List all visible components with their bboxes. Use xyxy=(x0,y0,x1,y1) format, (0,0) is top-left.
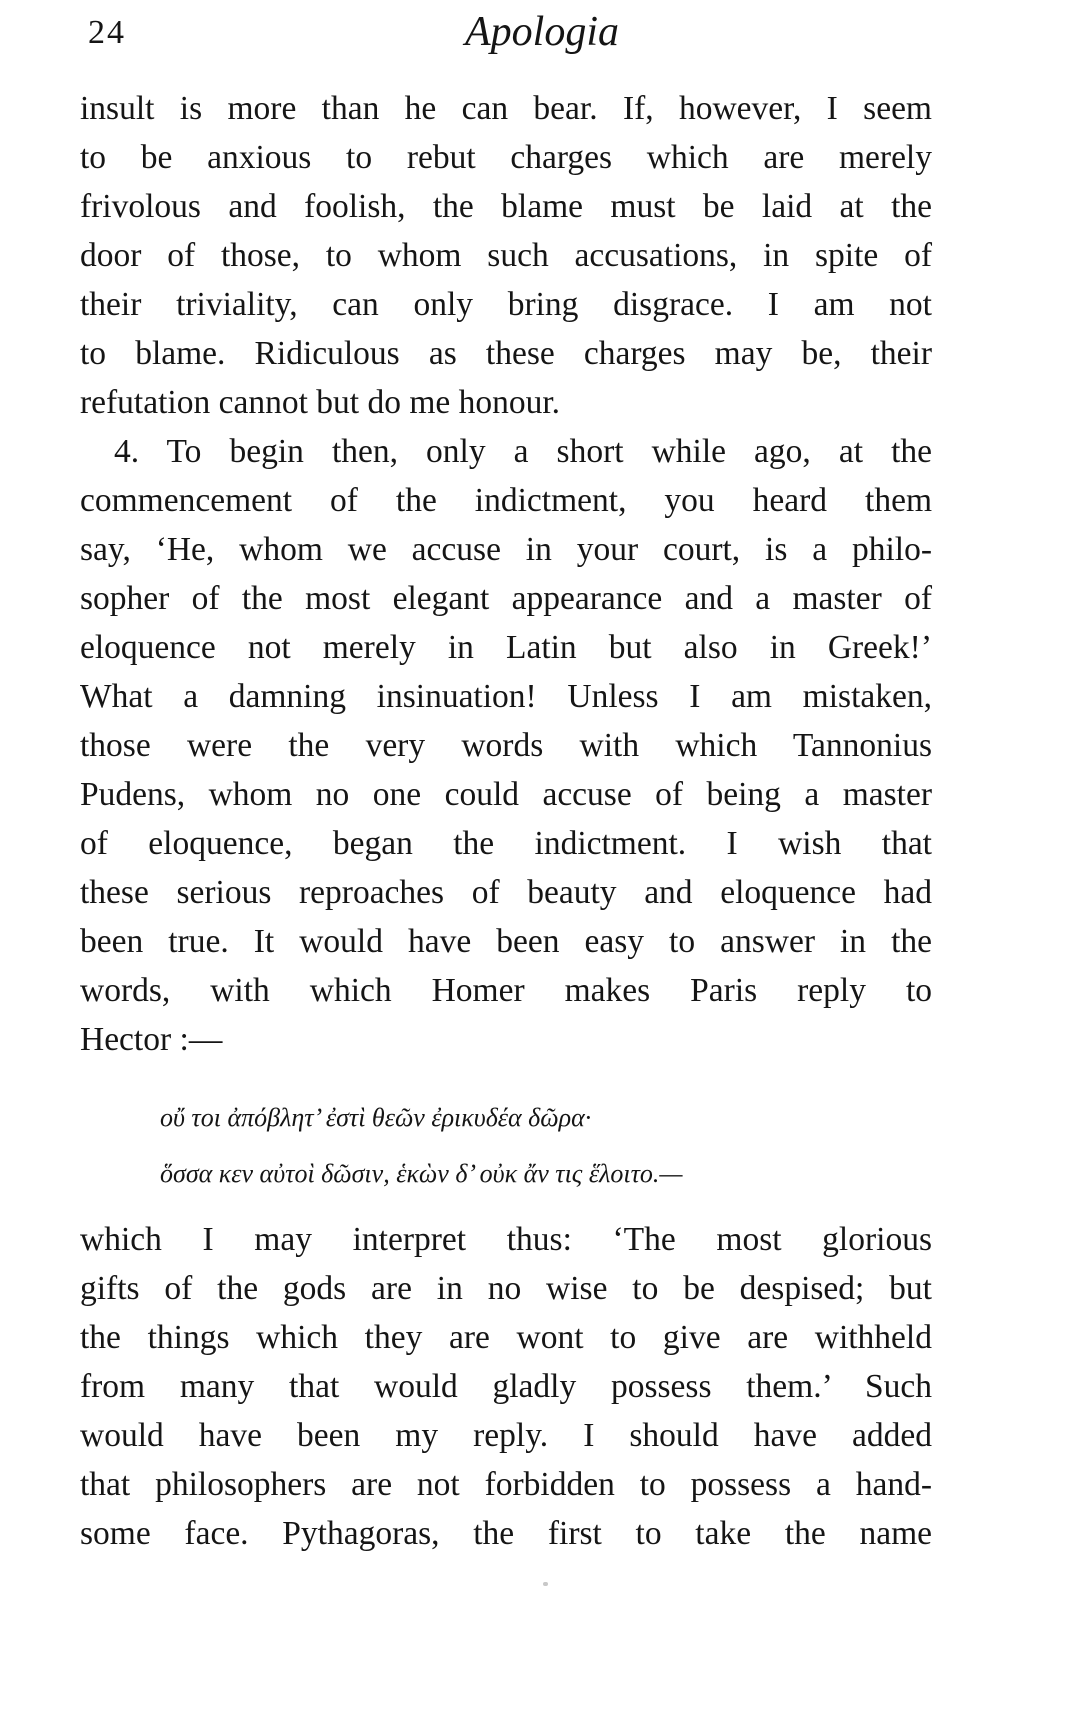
quote-line: οὔ τοι ἀπόβλητ’ ἐστὶ θεῶν ἐρικυδέα δῶρα· xyxy=(160,1103,592,1132)
text-line: What a damning insinuation! Unless I am mistaken, xyxy=(80,678,932,715)
text-line: Hector :— xyxy=(80,1021,223,1058)
text-line: these serious reproaches of beauty and eloquence had xyxy=(80,874,932,911)
text-line: Pudens, whom no one could accuse of being a master xyxy=(80,776,932,813)
text-line: commencement of the indictment, you heard them xyxy=(80,482,932,519)
text-line: which I may interpret thus: ‘The most glorious xyxy=(80,1221,932,1258)
text-line: some face. Pythagoras, the first to take the name xyxy=(80,1515,932,1552)
scan-speck xyxy=(543,1582,548,1586)
text-line: the things which they are wont to give are withheld xyxy=(80,1319,932,1356)
text-line: sopher of the most elegant appearance and a master of xyxy=(80,580,932,617)
paragraph-1 xyxy=(80,84,932,427)
text-line: their triviality, can only bring disgrace. I am not xyxy=(80,286,932,323)
text-line: frivolous and foolish, the blame must be laid at the xyxy=(80,188,932,225)
text-line: gifts of the gods are in no wise to be despised; but xyxy=(80,1270,932,1307)
text-line: to blame. Ridiculous as these charges may be, their xyxy=(80,335,932,372)
text-line: that philosophers are not forbidden to possess a hand- xyxy=(80,1466,932,1503)
text-line: say, ‘He, whom we accuse in your court, is a philo- xyxy=(80,531,932,568)
quote-line: ὅσσα κεν αὐτοὶ δῶσιν, ἑκὼν δ’ οὐκ ἄν τις ἕλοιτο.— xyxy=(160,1159,683,1188)
text-line: would have been my reply. I should have added xyxy=(80,1417,932,1454)
page-number: 24 xyxy=(88,14,126,51)
text-line: refutation cannot but do me honour. xyxy=(80,384,561,421)
text-line: those were the very words with which Tannonius xyxy=(80,727,932,764)
text-line: from many that would gladly possess them.’ Such xyxy=(80,1368,932,1405)
text-line: been true. It would have been easy to answer in the xyxy=(80,923,932,960)
paragraph-2 xyxy=(80,427,932,1064)
text-line: words, with which Homer makes Paris reply to xyxy=(80,972,932,1009)
text-line: to be anxious to rebut charges which are merely xyxy=(80,139,932,176)
text-line: insult is more than he can bear. If, however, I seem xyxy=(80,90,932,127)
text-line: of eloquence, began the indictment. I wish that xyxy=(80,825,932,862)
text-line: eloquence not merely in Latin but also in Greek!’ xyxy=(80,629,932,666)
running-title: Apologia xyxy=(465,9,619,55)
text-line: door of those, to whom such accusations, in spite of xyxy=(80,237,932,274)
greek-quotation xyxy=(160,1090,683,1202)
text-line: 4. To begin then, only a short while ago, at the xyxy=(114,433,932,470)
paragraph-3 xyxy=(80,1215,932,1558)
